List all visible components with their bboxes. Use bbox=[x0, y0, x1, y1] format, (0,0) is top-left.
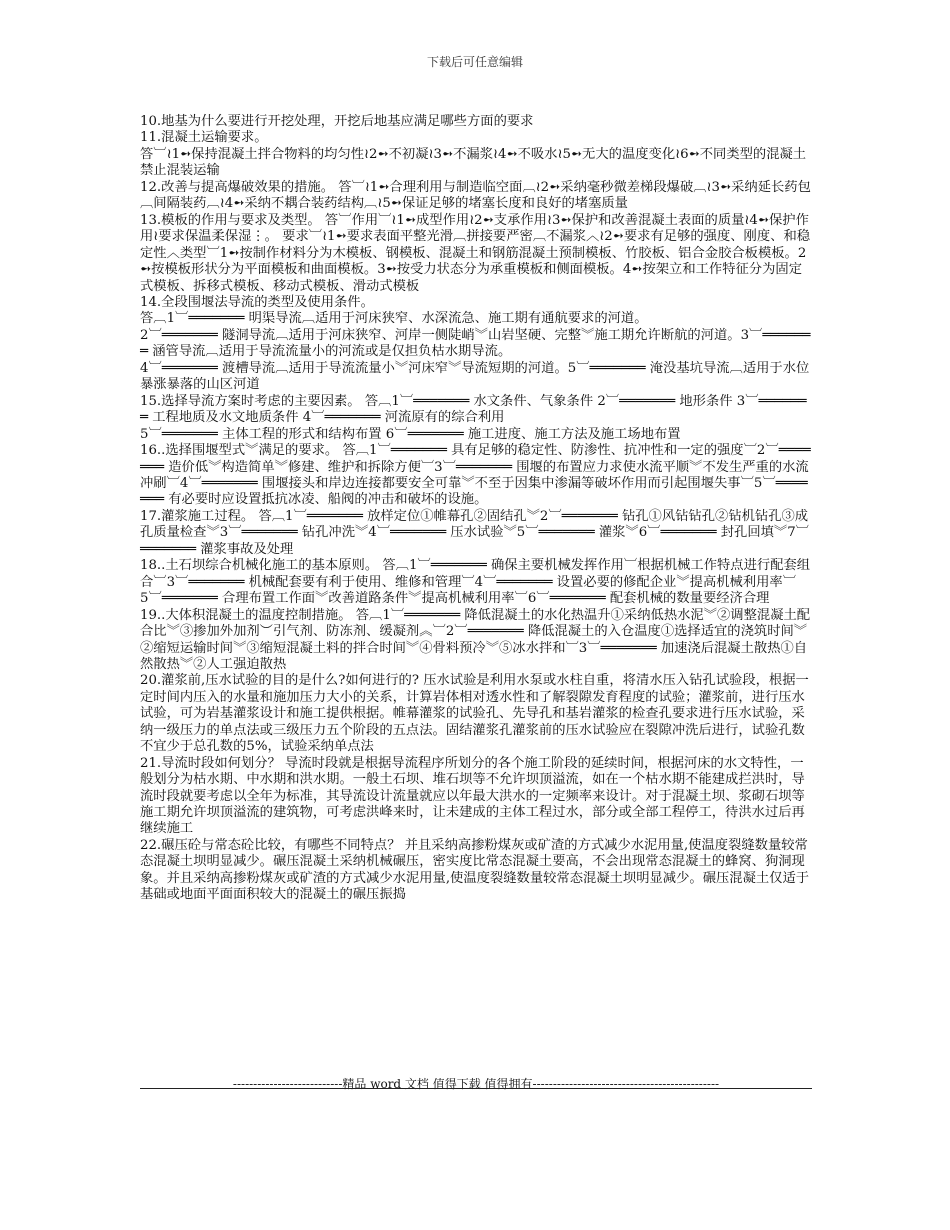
document-body bbox=[140, 114, 812, 904]
paragraph-q14-item2-3: 2︺═══════ 隧洞导流︹适用于河床狭窄、河岸一侧陡峭︾山岩坚硬、完整︾施工期允许断航的河道。3︺═══════ 涵管导流︹适用于导流流量小的河流或是仅担负枯水期导流。 bbox=[140, 327, 811, 360]
paragraph-q14-item1: 答︹1︺═══════ 明渠导流︹适用于河床狭窄、水深流急、施工期有通航要求的河道。 bbox=[140, 311, 648, 327]
paragraph-q14-item4-5: 4︺═══════ 渡槽导流︹适用于导流流量小︾河床窄︾导流短期的河道。5︺═══════ 淹没基坑导流︹适用于水位暴涨暴落的山区河道 bbox=[140, 360, 810, 393]
paragraph-q17: 17.灌浆施工过程。 答︹1︺═══════ 放样定位①帷幕孔②固结孔︾2︺═══════ 钻孔①风钻钻孔②钻机钻孔③成孔质量检查︾3︺═══════ 钻孔冲洗︾4︺═══════ 压水试验︾5︺═══════ 灌浆︾6︺═══════ 封孔回填︾7︺═══════ 灌浆事故及处理 bbox=[140, 508, 809, 557]
paragraph-q15: 15.选择导流方案时考虑的主要因素。 答︹1︺═══════ 水文条件、气象条件 2︺═══════ 地形条件 3︺═══════ 工程地质及水文地质条件 4︺═══════ 河流原有的综合利用 bbox=[140, 393, 807, 426]
paragraph-q15-cont: 5︺═══════ 主体工程的形式和结构布置 6︺═══════ 施工进度、施工方法及施工场地布置 bbox=[140, 426, 681, 442]
paragraph-q20: 20.灌浆前,压水试验的目的是什么?如何进行的? 压水试验是利用水泵或水柱自重，将清水压入钻孔试验段，根据一定时间内压入的水量和施加压力大小的关系，计算岩体相对透水性和了解裂隙发育程度的试验；灌浆前，进行压水试验，可为岩基灌浆设计和施工提供根据。帷幕灌浆的试验孔、先导孔和基岩灌浆的检查孔要求进行压水试验，采纳一级压力的单点法或三级压力五个阶段的五点法。固结灌浆孔灌浆前的压水试验应在裂隙冲洗后进行，试验孔数不宜少于总孔数的5%，试验采纳单点法 bbox=[140, 673, 809, 755]
page-footer-text: ---------------------------精品 word 文档 值得下载 值得拥有---------------------------------------------- bbox=[232, 1077, 720, 1091]
paragraph-q22: 22.碾压砼与常态砼比较，有哪些不同特点？ 并且采纳高掺粉煤灰或矿渣的方式减少水泥用量,使温度裂缝数量较常态混凝土坝明显减少。碾压混凝土采纳机械碾压，密实度比常态混凝土要高，不会出现常态混凝土的蜂窝、狗洞现象。并且采纳高掺粉煤灰或矿渣的方式减少水泥用量,使温度裂缝数量较常态混凝土坝明显减少。碾压混凝土仅适于基础或地面平面面积较大的混凝土的碾压振捣 bbox=[140, 837, 810, 903]
paragraph-q10: 10.地基为什么要进行开挖处理，开挖后地基应满足哪些方面的要求 bbox=[140, 114, 534, 129]
footer-divider bbox=[140, 1088, 812, 1089]
paragraph-q19: 19..大体积混凝土的温度控制措施。 答︹1︺═══════ 降低混凝土的水化热温升①采纳低热水泥︾②调整混凝土配合比︾③掺加外加剂︶引气剂、防冻剂、缓凝剂︽︺2︺═══════ 降低混凝土的入仓温度①选择适宜的浇筑时间︾②缩短运输时间︾③缩短混凝土料的拌合时间︾④骨料预冷︾⑤冰水拌和︺3︺═══════ 加速浇后混凝土散热①自然散热︾②人工强迫散热 bbox=[140, 607, 811, 672]
paragraph-q12: 12.改善与提高爆破效果的措施。 答︺≀1➻合理利用与制造临空面︹≀2➻采纳毫秒微差梯段爆破︹≀3➻采纳延长药包︹间隔装药︹≀4➻采纳不耦合装药结构︹≀5➻保证足够的堵塞长度和良好的堵塞质量 bbox=[140, 179, 811, 212]
paragraph-q11-answer: 答︺≀1➻保持混凝土拌合物料的均匀性≀2➻不初凝≀3➻不漏浆≀4➻不吸水≀5➻无大的温度变化≀6➻不同类型的混凝土禁止混装运输 bbox=[140, 146, 807, 179]
paragraph-q18: 18..土石坝综合机械化施工的基本原则。 答︹1︺═══════ 确保主要机械发挥作用︺根据机械工作特点进行配套组合︺3︺═══════ 机械配套要有利于使用、维修和管理︺4︺═══════ 设置必要的修配企业︾提高机械利用率︺5︺═══════ 合理布置工作面︾改善道路条件︾提高机械利用率︺6︺═══════ 配套机械的数量要经济合理 bbox=[140, 558, 811, 607]
paragraph-q11-title: 11.混凝土运输要求。 bbox=[140, 130, 268, 146]
paragraph-q16: 16..选择围堰型式︾满足的要求。 答︹1︺═══════ 具有足够的稳定性、防渗性、抗冲性和一定的强度︺2︺═══════ 造价低︾构造简单︾修建、维护和拆除方便︺3︺═══════ 围堰的布置应力求使水流平顺︾不发生严重的水流冲刷︺4︺═══════ 围堰接头和岸边连接都要安全可靠︾不至于因集中渗漏等破坏作用而引起围堰失事︺5︺═══════ 有必要时应设置抵抗冰凌、船阀的冲击和破坏的设施。 bbox=[140, 443, 811, 508]
paragraph-q14-title: 14.全段围堰法导流的类型及使用条件。 bbox=[140, 294, 374, 310]
paragraph-q21: 21.导流时段如何划分？ 导流时段就是根据导流程序所划分的各个施工阶段的延续时间，根据河床的水文特性，一般划分为枯水期、中水期和洪水期。一般土石坝、堆石坝等不允许坝顶溢流，如在一个枯水期不能建成拦洪时，导流时段就要考虑以全年为标准，其导流设计流量就应以年最大洪水的一定频率来设计。对于混凝土坝、浆砌石坝等施工期允许坝顶溢流的建筑物，可考虑洪峰来时，让未建成的主体工程过水，部分或全部工程停工，待洪水过后再继续施工 bbox=[140, 755, 805, 837]
paragraph-q13: 13.模板的作用与要求及类型。 答︺作用︺≀1➻成型作用≀2➻支承作用≀3➻保护和改善混凝土表面的质量≀4➻保护作用≀要求保温柔保湿⋮。 要求︺≀1➻要求表面平整光滑︹拼接要严密︹不漏浆︿≀2➻要求有足够的强度、刚度、和稳定性︿类型︺1➻按制作材料分为木模板、钢模板、混凝土和钢筋混凝土预制模板、竹胶板、铝合金胶合板模板。2➻按模板形状分为平面模板和曲面模板。3➻按受力状态分为承重模板和侧面模板。4➻按架立和工作特征分为固定式模板、拆移式模板、移动式模板、滑动式模板 bbox=[140, 212, 811, 294]
page-header-note: 下载后可任意编辑 bbox=[426, 55, 523, 69]
